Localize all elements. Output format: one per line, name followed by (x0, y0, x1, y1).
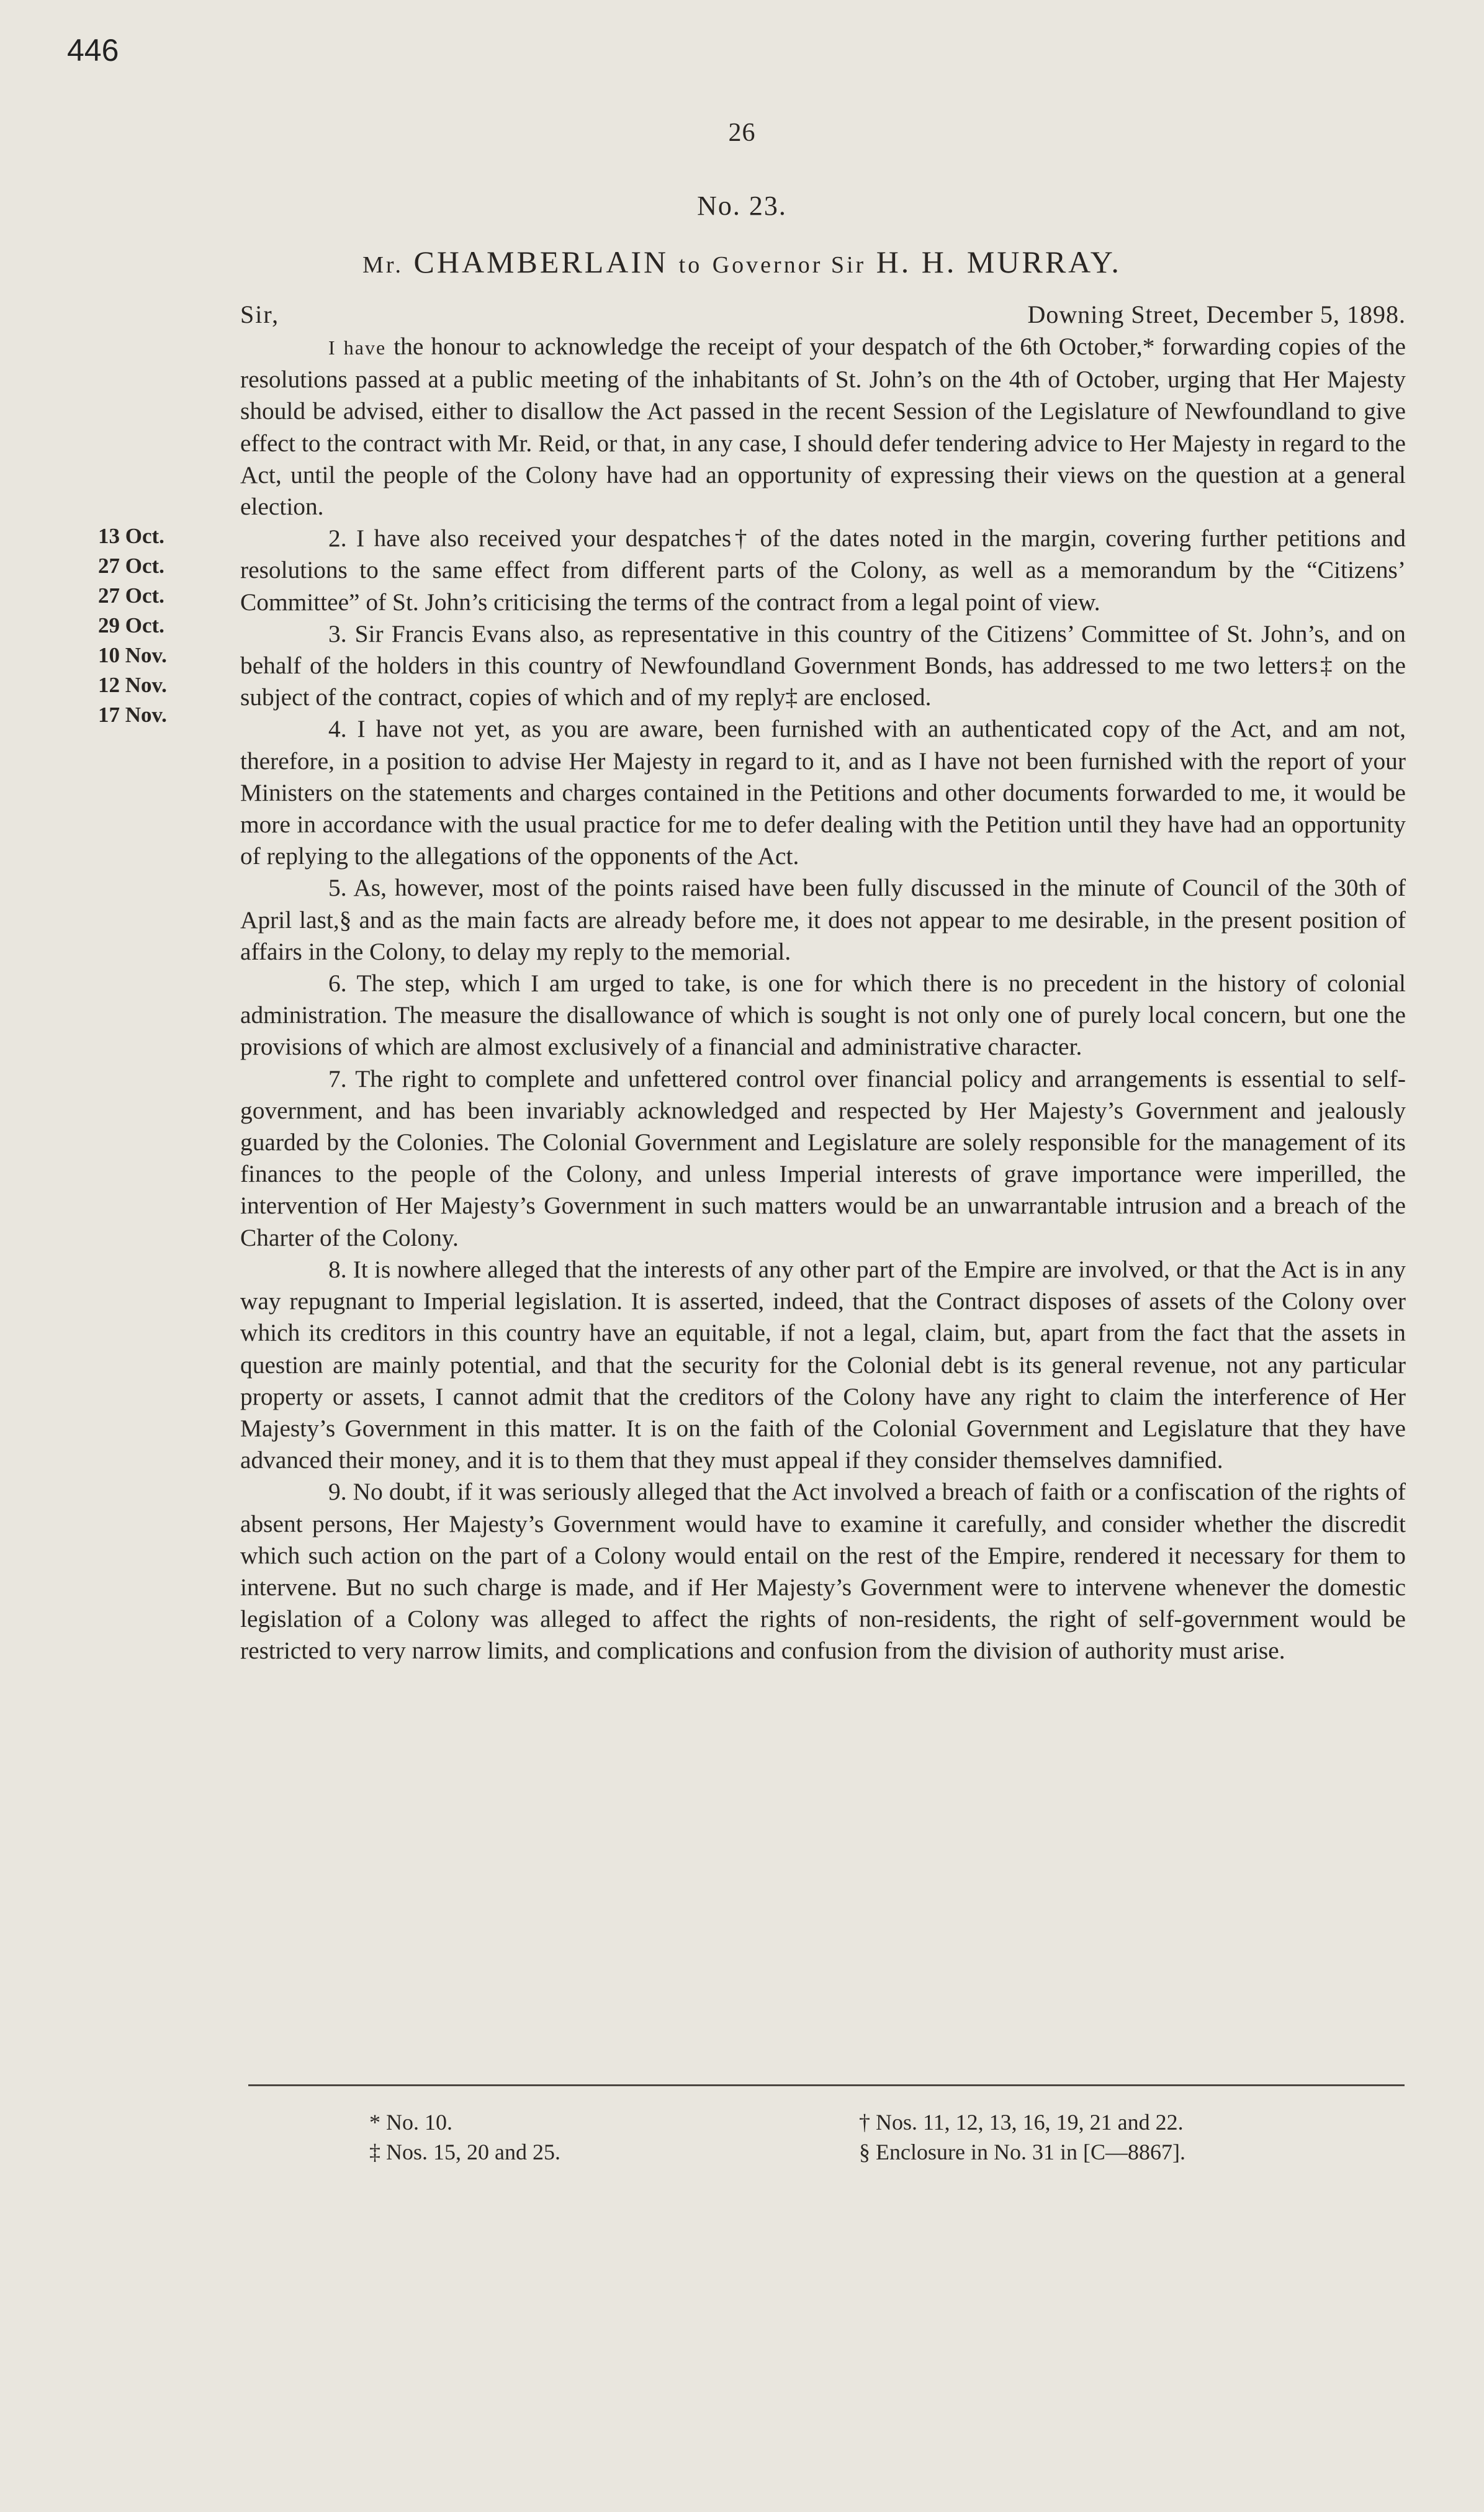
heading-to-word: to (678, 252, 703, 278)
paragraph-8: 8. It is nowhere alleged that the interests of any other part of the Empire are involved, or that the Act is in any way repugnant to Imperial legislation. It is asserted, indeed, that the Contract disposes of assets of the Colony over which its creditors in this country have an equitable, if not a legal, claim, but, apart from the fact that the assets in question are mainly potential, and that the security for the Colonial debt is its general revenue, not any particular property or assets, I cannot admit that the creditors of the Colony have any right to claim the interference of Her Majesty’s Government in this matter. It is on the faith of the Colonial Government and Legislature that they have advanced their money, and it is to them that they must appeal if they consider themselves damnified. (240, 1255, 1406, 1474)
footnote: § Enclosure in No. 31 in [C—8867]. (859, 2140, 1185, 2164)
letter-body (240, 331, 1406, 1667)
footnotes-right (859, 2107, 1185, 2167)
margin-date: 17 Nov. (98, 703, 167, 727)
opening-word: I have (328, 336, 387, 359)
paragraph-2: 2. I have also received your despatches† of the dates noted in the margin, covering further petitions and resolutions to the same effect from different parts of the Colony, as well as a memorandum by the “Citizens’ Committee” of St. John’s criticising the terms of the contract from a legal point of view. (240, 524, 1406, 616)
heading-to-name: H. H. MURRAY. (876, 245, 1122, 279)
paragraph-7: 7. The right to complete and unfettered control over financial policy and arrangements is essential to self-government, and has been invariably acknowledged and respected by Her Majesty’s Government and jealously guarded by the Colonies. The Colonial Government and Legislature are solely responsible for the management of its finances to the people of the Colony, and unless Imperial interests of grave importance were imperilled, the intervention of Her Majesty’s Government in such matters would be an unwarrantable intrusion and a breach of the Charter of the Colony. (240, 1065, 1406, 1251)
paragraph-text: the honour to acknowledge the receipt of your despatch of the 6th October,* forwarding copies of the resolutions passed at a public meeting of the inhabitants of St. John’s on the 4th of October, urging that Her Majesty should be advised, either to disallow the Act passed in the recent Session of the Legislature of Newfoundland to give effect to the contract with Mr. Reid, or that, in any case, I should defer tendering advice to Her Majesty in regard to the Act, until the people of the Colony have had an opportunity of expressing their views on the question at a general election. (240, 333, 1406, 521)
footnote-divider (248, 2084, 1405, 2086)
heading-from-name: CHAMBERLAIN (413, 245, 669, 279)
page-number: 446 (67, 33, 119, 68)
footnote: * No. 10. (369, 2110, 452, 2135)
document-number: No. 23. (697, 191, 787, 221)
folio-number: 26 (728, 119, 756, 147)
margin-dates (98, 521, 167, 730)
paragraph-9: 9. No doubt, if it was seriously alleged that the Act involved a breach of faith or a confiscation of the rights of absent persons, Her Majesty’s Government would have to examine it carefully, and consider whether the discredit which such action on the part of a Colony would entail on the rest of the Empire, rendered it necessary for them to intervene. But no such charge is made, and if Her Majesty’s Government were to intervene whenever the domestic legislation of a Colony was alleged to affect the rights of non-residents, the right of self-government would be restricted to very narrow limits, and complications and confusion from the division of authority must arise. (240, 1478, 1406, 1665)
paragraph-5: 5. As, however, most of the points raised have been fully discussed in the minute of Council of the 30th of April last,§ and as the main facts are already before me, it does not appear to me desirable, in the present position of affairs in the Colony, to delay my reply to the memorial. (240, 874, 1406, 965)
margin-date: 27 Oct. (98, 554, 164, 578)
paragraph-4: 4. I have not yet, as you are aware, been furnished with an authenticated copy of the Act, and am not, therefore, in a position to advise Her Majesty in regard to it, and as I have not been furnished with the report of your Ministers on the statements and charges contained in the Petitions and other documents forwarded to me, it would be more in accordance with the usual practice for me to defer dealing with the Petition until they have had an opportunity of replying to the allegations of the opponents of the Act. (240, 715, 1406, 870)
paragraph-3: 3. Sir Francis Evans also, as representative in this country of the Citizens’ Committee of St. John’s, and on behalf of the holders in this country of Newfoundland Government Bonds, has addressed to me two letters‡ on the subject of the contract, copies of which and of my reply‡ are enclosed. (240, 619, 1406, 711)
paragraph-1 (240, 331, 1406, 523)
footnote: ‡ Nos. 15, 20 and 25. (369, 2140, 560, 2164)
dateline: Downing Street, December 5, 1898. (1027, 300, 1406, 328)
margin-date: 29 Oct. (98, 613, 164, 637)
paragraph-6: 6. The step, which I am urged to take, is one for which there is no precedent in the history of colonial administration. The measure the disallowance of which is sought is not only one of purely local concern, but one the provisions of which are almost exclusively of a financial and administrative character. (240, 970, 1406, 1061)
margin-date: 13 Oct. (98, 524, 164, 548)
salutation: Sir, (240, 300, 280, 328)
margin-date: 12 Nov. (98, 673, 167, 697)
footnote: † Nos. 11, 12, 13, 16, 19, 21 and 22. (859, 2110, 1184, 2135)
document-heading (0, 244, 1484, 280)
footnotes-left (369, 2107, 560, 2167)
heading-to-title: Governor Sir (712, 252, 866, 278)
margin-date: 27 Oct. (98, 583, 164, 608)
margin-date: 10 Nov. (98, 643, 167, 667)
heading-from-prefix: Mr. (362, 252, 403, 278)
